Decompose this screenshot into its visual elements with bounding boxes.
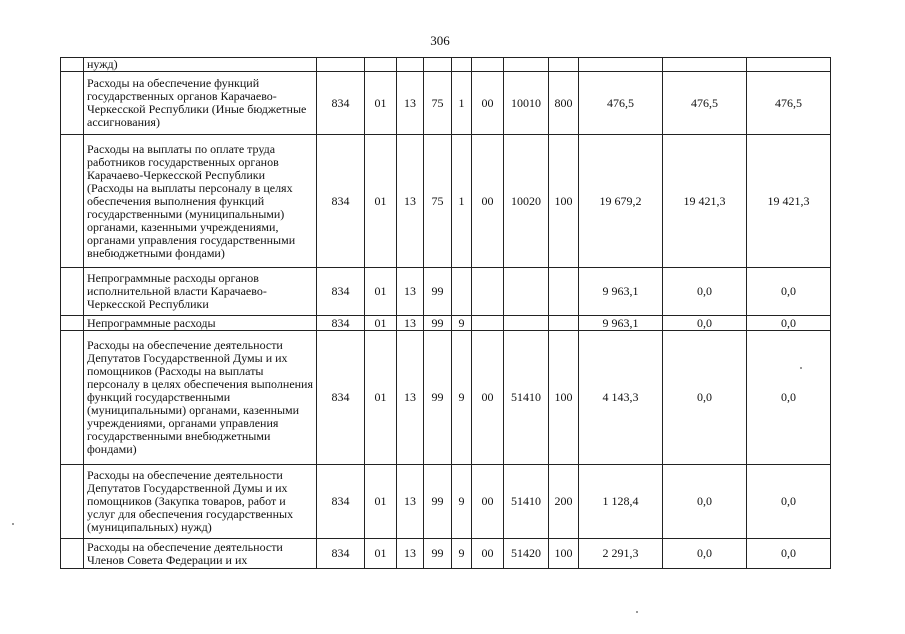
cell-c6: 00 — [472, 331, 504, 465]
cell-v3 — [747, 58, 831, 72]
blank-cell — [61, 72, 84, 135]
cell-c3: 13 — [397, 316, 424, 331]
scan-speck — [800, 367, 802, 369]
cell-v3: 0,0 — [747, 316, 831, 331]
cell-v3: 19 421,3 — [747, 135, 831, 268]
cell-v1: 1 128,4 — [579, 465, 663, 539]
table-row — [61, 316, 831, 331]
blank-cell — [61, 465, 84, 539]
cell-v1: 4 143,3 — [579, 331, 663, 465]
table-row — [61, 268, 831, 316]
table-row — [61, 331, 831, 465]
cell-c7: 51410 — [504, 331, 549, 465]
cell-c2: 01 — [365, 72, 397, 135]
cell-c5: 9 — [452, 465, 472, 539]
cell-v2 — [663, 58, 747, 72]
cell-c3: 13 — [397, 135, 424, 268]
cell-v2: 476,5 — [663, 72, 747, 135]
cell-v2: 0,0 — [663, 465, 747, 539]
cell-c6 — [472, 316, 504, 331]
expense-name-cell: Расходы на обеспечение функций государственных органов Карачаево-Черкесской Республики (Иные бюджетные ассигнования) — [84, 72, 317, 135]
cell-v3: 0,0 — [747, 539, 831, 569]
cell-v3: 0,0 — [747, 465, 831, 539]
cell-c3: 13 — [397, 331, 424, 465]
expense-name-cell: Расходы на обеспечение деятельности Членов Совета Федерации и их — [84, 539, 317, 569]
cell-c4: 99 — [424, 331, 452, 465]
cell-v2: 0,0 — [663, 331, 747, 465]
expense-name-cell: Непрограммные расходы органов исполнительной власти Карачаево-Черкесской Республики — [84, 268, 317, 316]
cell-v2: 0,0 — [663, 268, 747, 316]
expense-name-cell: Расходы на обеспечение деятельности Депутатов Государственной Думы и их помощников (Расходы на выплаты персоналу в целях обеспечения выполнения функций государственными (муниципальными) органами, казенными учреждениями, органами управления государственными внебюджетными фондами) — [84, 331, 317, 465]
cell-v3: 0,0 — [747, 331, 831, 465]
cell-c4: 75 — [424, 72, 452, 135]
cell-v2: 19 421,3 — [663, 135, 747, 268]
cell-c3: 13 — [397, 465, 424, 539]
cell-c5: 1 — [452, 135, 472, 268]
cell-c2: 01 — [365, 316, 397, 331]
cell-c7 — [504, 268, 549, 316]
cell-c8 — [549, 316, 579, 331]
cell-c3 — [397, 58, 424, 72]
blank-cell — [61, 135, 84, 268]
cell-c8: 100 — [549, 539, 579, 569]
cell-c1: 834 — [317, 465, 365, 539]
table-row — [61, 135, 831, 268]
expense-name-cell: Расходы на выплаты по оплате труда работников государственных органов Карачаево-Черкесской Республики (Расходы на выплаты персоналу в целях обеспечения выполнения функций государственными (муниципальными) органами, казенными учреждениями, органами управления государственными внебюджетными фондами) — [84, 135, 317, 268]
cell-c8 — [549, 268, 579, 316]
cell-v2: 0,0 — [663, 316, 747, 331]
cell-c3: 13 — [397, 268, 424, 316]
cell-c7: 51420 — [504, 539, 549, 569]
cell-c2: 01 — [365, 135, 397, 268]
cell-v1: 19 679,2 — [579, 135, 663, 268]
table-row — [61, 465, 831, 539]
cell-c4: 99 — [424, 316, 452, 331]
cell-c6: 00 — [472, 539, 504, 569]
cell-c8: 100 — [549, 331, 579, 465]
cell-c2: 01 — [365, 539, 397, 569]
cell-c6: 00 — [472, 465, 504, 539]
cell-v1: 2 291,3 — [579, 539, 663, 569]
table-row — [61, 58, 831, 72]
cell-c5: 9 — [452, 316, 472, 331]
cell-c8: 800 — [549, 72, 579, 135]
cell-v1: 476,5 — [579, 72, 663, 135]
cell-c1: 834 — [317, 316, 365, 331]
cell-c6 — [472, 58, 504, 72]
page-number: 306 — [430, 33, 450, 48]
cell-c2 — [365, 58, 397, 72]
cell-c5: 9 — [452, 539, 472, 569]
cell-c7 — [504, 58, 549, 72]
cell-v3: 476,5 — [747, 72, 831, 135]
cell-c6: 00 — [472, 135, 504, 268]
cell-c6: 00 — [472, 72, 504, 135]
cell-v2: 0,0 — [663, 539, 747, 569]
cell-c5: 1 — [452, 72, 472, 135]
cell-c4 — [424, 58, 452, 72]
cell-c4: 99 — [424, 539, 452, 569]
cell-c6 — [472, 268, 504, 316]
cell-c8: 200 — [549, 465, 579, 539]
blank-cell — [61, 539, 84, 569]
cell-c2: 01 — [365, 268, 397, 316]
cell-c1: 834 — [317, 72, 365, 135]
cell-c1: 834 — [317, 268, 365, 316]
budget-table — [60, 57, 831, 569]
cell-v3: 0,0 — [747, 268, 831, 316]
cell-c1: 834 — [317, 539, 365, 569]
table-row — [61, 539, 831, 569]
expense-name-cell: Расходы на обеспечение деятельности Депутатов Государственной Думы и их помощников (Закупка товаров, работ и услуг для обеспечения государственных (муниципальных) нужд) — [84, 465, 317, 539]
expense-name-cell: Непрограммные расходы — [84, 316, 317, 331]
cell-c4: 99 — [424, 268, 452, 316]
scan-speck — [636, 611, 638, 613]
cell-c5: 9 — [452, 331, 472, 465]
cell-c5 — [452, 268, 472, 316]
cell-c8: 100 — [549, 135, 579, 268]
cell-c7: 10010 — [504, 72, 549, 135]
cell-c7 — [504, 316, 549, 331]
cell-c5 — [452, 58, 472, 72]
blank-cell — [61, 316, 84, 331]
cell-c3: 13 — [397, 72, 424, 135]
cell-c1 — [317, 58, 365, 72]
cell-c2: 01 — [365, 465, 397, 539]
blank-cell — [61, 268, 84, 316]
cell-c1: 834 — [317, 135, 365, 268]
cell-c7: 51410 — [504, 465, 549, 539]
cell-c3: 13 — [397, 539, 424, 569]
cell-c2: 01 — [365, 331, 397, 465]
cell-v1: 9 963,1 — [579, 268, 663, 316]
expense-name-cell: нужд) — [84, 58, 317, 72]
scan-speck — [12, 523, 14, 525]
cell-v1: 9 963,1 — [579, 316, 663, 331]
cell-c4: 75 — [424, 135, 452, 268]
blank-cell — [61, 58, 84, 72]
table-row — [61, 72, 831, 135]
cell-v1 — [579, 58, 663, 72]
cell-c1: 834 — [317, 331, 365, 465]
cell-c8 — [549, 58, 579, 72]
cell-c4: 99 — [424, 465, 452, 539]
blank-cell — [61, 331, 84, 465]
cell-c7: 10020 — [504, 135, 549, 268]
